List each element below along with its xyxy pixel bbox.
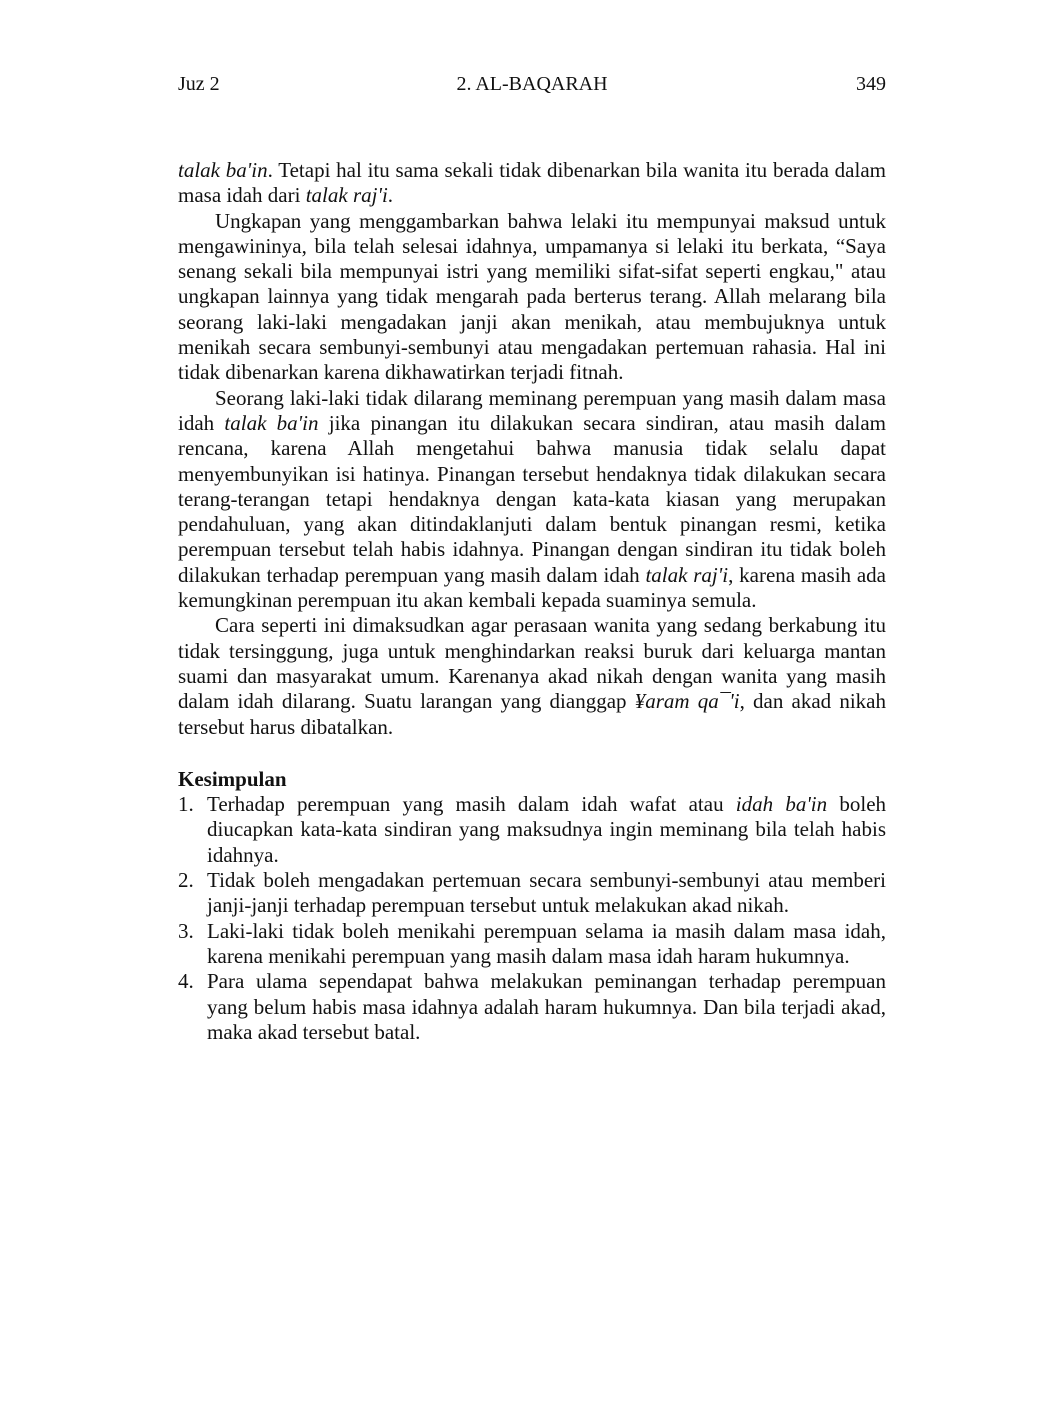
list-item xyxy=(178,792,886,868)
list-item xyxy=(178,868,886,919)
page-number: 349 xyxy=(856,73,886,95)
section-heading: Kesimpulan xyxy=(178,766,287,791)
text-run: , dan akad nikah tersebut harus dibatalkan. xyxy=(178,689,886,739)
text-run: . Tetapi hal itu sama sekali tidak dibenarkan bila wanita itu berada dalam masa idah dari xyxy=(178,158,886,208)
juz-label: Juz 2 xyxy=(178,73,220,95)
page-body xyxy=(178,158,886,1045)
text-run: Para ulama sependapat bahwa melakukan peminangan terhadap perempuan yang belum habis masa idahnya adalah haram hukumnya. Dan bila terjadi akad, maka akad tersebut batal. xyxy=(207,969,886,1044)
list-item xyxy=(178,919,886,970)
text-run: Terhadap perempuan yang masih dalam idah wafat atau xyxy=(207,792,736,817)
paragraph-1 xyxy=(178,158,886,209)
term-italic: idah ba'in xyxy=(735,792,828,817)
text-run: boleh diucapkan kata-kata sindiran yang maksudnya ingin meminang bila telah habis idahnya. xyxy=(207,792,887,867)
text-run: Laki-laki tidak boleh menikahi perempuan selama ia masih dalam masa idah, karena menikahi perempuan yang masih dalam masa idah haram hukumnya. xyxy=(207,918,886,968)
running-header xyxy=(178,70,886,98)
list-number: 1. xyxy=(178,792,194,817)
chapter-title: 2. AL-BAQARAH xyxy=(456,73,608,95)
text-run: Tidak boleh mengadakan pertemuan secara sembunyi-sembunyi atau memberi janji-janji terhadap perempuan tersebut untuk melakukan akad nikah. xyxy=(207,868,886,918)
list-number: 2. xyxy=(178,868,194,893)
term-italic: talak raj'i xyxy=(305,183,388,208)
text-run: , karena masih ada kemungkinan perempuan itu akan kembali kepada suaminya semula. xyxy=(178,562,886,613)
term-italic: talak raj'i xyxy=(645,562,729,587)
term-italic: ¥aram qa¯'i xyxy=(634,689,740,714)
list-number: 3. xyxy=(178,918,194,943)
conclusion-list xyxy=(178,792,886,1045)
term-italic: talak ba'in xyxy=(178,158,268,182)
list-item xyxy=(178,969,886,1045)
term-italic: talak ba'in xyxy=(224,410,319,435)
text-run: Cara seperti ini dimaksudkan agar perasaan wanita yang sedang berkabung itu tidak tersinggung, juga untuk menghindarkan reaksi buruk dari keluarga mantan suami dan masyarakat umum. Karenanya akad nikah dengan wanita yang masih dalam idah dilarang. Suatu larangan yang dianggap xyxy=(178,613,886,714)
paragraph-3 xyxy=(178,386,886,614)
list-number: 4. xyxy=(178,969,194,994)
text-run: . xyxy=(387,183,394,208)
text-run: Seorang laki-laki tidak dilarang meminang perempuan yang masih dalam masa idah xyxy=(178,385,886,435)
paragraph-4 xyxy=(178,613,886,739)
text-run: jika pinangan itu dilakukan secara sindiran, atau masih dalam rencana, karena Allah mengetahui bahwa manusia tidak selalu dapat menyembunyikan isi hatinya. Pinangan tersebut hendaknya tidak dilakukan secara terang-terangan tetapi hendaknya dengan kata-kata kiasan yang merupakan pendahuluan, yang akan ditindaklanjuti dalam bentuk pinangan resmi, ketika perempuan tersebut telah habis idahnya. Pinangan dengan sindiran itu tidak boleh dilakukan terhadap perempuan yang masih dalam idah xyxy=(178,410,887,587)
paragraph-2: Ungkapan yang menggambarkan bahwa lelaki itu mempunyai maksud untuk mengawininya, bila telah selesai idahnya, umpamanya si lelaki itu berkata, “Saya senang sekali bila mempunyai istri yang memiliki sifat-sifat seperti engkau," atau ungkapan lainnya yang tidak mengarah pada berterus terang. Allah melarang bila seorang laki-laki mengadakan janji akan menikah, atau membujuknya untuk menikah secara sembunyi-sembunyi atau mengadakan pertemuan rahasia. Hal ini tidak dibenarkan karena dikhawatirkan terjadi fitnah. xyxy=(178,208,886,385)
